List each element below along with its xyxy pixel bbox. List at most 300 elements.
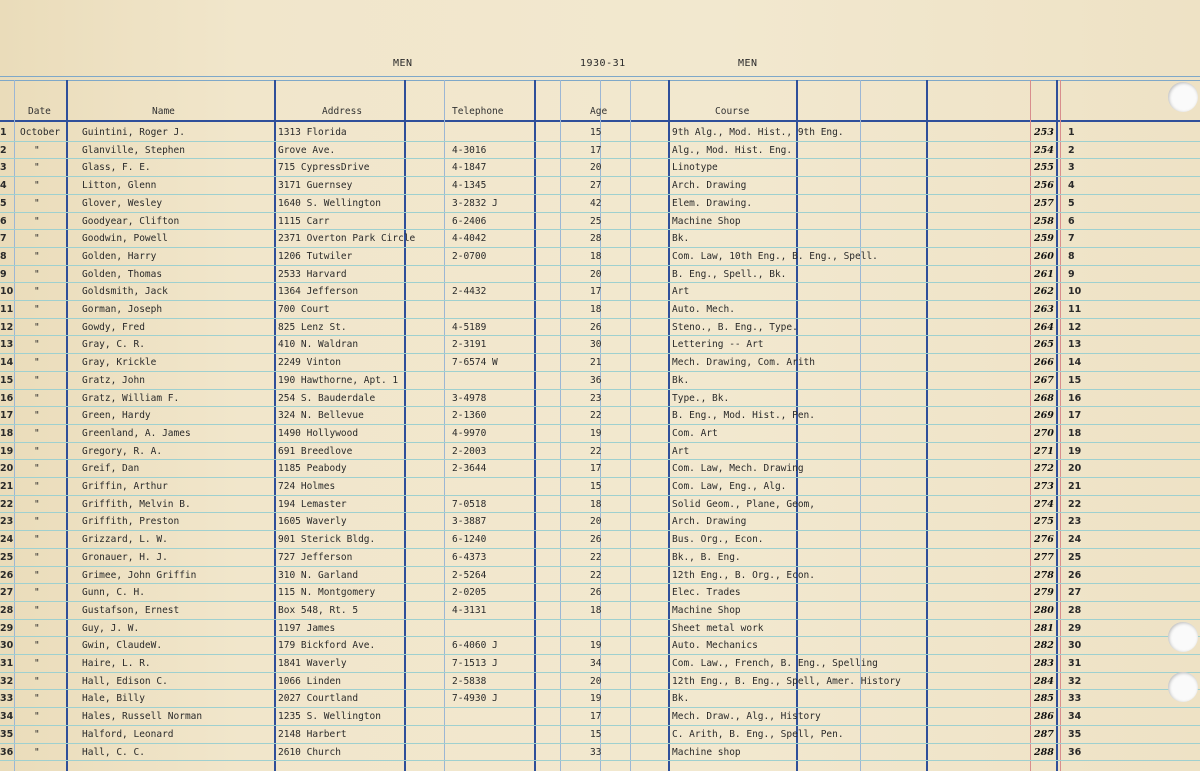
row-name: Gowdy, Fred bbox=[82, 321, 145, 333]
row-age: 23 bbox=[590, 392, 602, 404]
row-telephone: 2-1360 bbox=[452, 410, 487, 422]
row-number-right: 36 bbox=[1068, 746, 1082, 758]
row-name: Gorman, Joseph bbox=[82, 304, 163, 315]
row-address: 715 CypressDrive bbox=[278, 162, 370, 174]
row-number-right: 2 bbox=[1068, 144, 1075, 156]
row-date: " bbox=[34, 445, 40, 457]
row-name: Hall, C. C. bbox=[82, 746, 145, 758]
row-page-number: 253 bbox=[1034, 127, 1054, 138]
row-course: Art bbox=[672, 286, 690, 298]
row-number: 13 bbox=[0, 339, 14, 351]
row-address: Box 548, Rt. 5 bbox=[278, 604, 359, 616]
row-date: " bbox=[34, 693, 40, 705]
table-row bbox=[0, 371, 1200, 390]
row-number: 4 bbox=[0, 180, 7, 192]
col-header-age: Age bbox=[590, 106, 608, 117]
row-telephone: 2-5838 bbox=[452, 675, 487, 687]
row-address: 190 Hawthorne, Apt. 1 bbox=[278, 374, 399, 386]
row-course: 9th Alg., Mod. Hist., 9th Eng. bbox=[672, 127, 844, 138]
row-date: " bbox=[34, 622, 40, 634]
row-date: " bbox=[34, 587, 40, 599]
row-number: 16 bbox=[0, 392, 14, 404]
row-number-right: 24 bbox=[1068, 534, 1082, 546]
row-date: " bbox=[34, 746, 40, 758]
row-age: 17 bbox=[590, 711, 602, 723]
row-age: 20 bbox=[590, 675, 602, 687]
row-number-right: 17 bbox=[1068, 410, 1082, 422]
table-row bbox=[0, 548, 1200, 567]
row-age: 21 bbox=[590, 357, 602, 369]
row-course: B. Eng., Spell., Bk. bbox=[672, 268, 787, 280]
row-course: Type., Bk. bbox=[672, 392, 730, 404]
row-name: Hales, Russell Norman bbox=[82, 711, 203, 723]
row-course: Steno., B. Eng., Type. bbox=[672, 321, 798, 333]
row-address: 2249 Vinton bbox=[278, 357, 341, 369]
row-number-right: 29 bbox=[1068, 622, 1082, 634]
row-page-number: 284 bbox=[1034, 675, 1054, 687]
row-number-right: 16 bbox=[1068, 392, 1082, 404]
row-page-number: 281 bbox=[1034, 622, 1054, 634]
row-number-right: 8 bbox=[1068, 250, 1075, 262]
row-address: 410 N. Waldran bbox=[278, 339, 359, 351]
row-course: Machine Shop bbox=[672, 215, 741, 227]
table-row bbox=[0, 442, 1200, 461]
row-course: Solid Geom., Plane, Geom, bbox=[672, 498, 815, 510]
row-course: Art bbox=[672, 445, 690, 457]
row-telephone: 2-2003 bbox=[452, 445, 487, 457]
row-number: 10 bbox=[0, 286, 14, 298]
row-age: 26 bbox=[590, 534, 602, 546]
row-name: Greenland, A. James bbox=[82, 427, 191, 439]
row-course: Com. Law, 10th Eng., B. Eng., Spell. bbox=[672, 250, 878, 262]
row-telephone: 4-3131 bbox=[452, 604, 487, 616]
row-name: Goodwin, Powell bbox=[82, 233, 168, 245]
top-rule bbox=[0, 76, 1200, 77]
table-row bbox=[0, 265, 1200, 284]
col-header-telephone: Telephone bbox=[452, 106, 504, 117]
row-page-number: 268 bbox=[1034, 392, 1054, 404]
row-number-right: 1 bbox=[1068, 127, 1075, 138]
row-page-number: 270 bbox=[1034, 427, 1054, 439]
row-date: " bbox=[34, 658, 40, 669]
row-age: 30 bbox=[590, 339, 602, 351]
row-number: 34 bbox=[0, 711, 14, 723]
row-name: Griffith, Preston bbox=[82, 516, 180, 528]
row-name: Gray, Krickle bbox=[82, 357, 157, 369]
row-page-number: 287 bbox=[1034, 728, 1054, 740]
row-telephone: 3-2832 J bbox=[452, 197, 498, 209]
row-age: 22 bbox=[590, 445, 602, 457]
row-course: Mech. Draw., Alg., History bbox=[672, 711, 821, 723]
row-age: 18 bbox=[590, 604, 602, 616]
row-age: 36 bbox=[590, 374, 602, 386]
row-number: 17 bbox=[0, 410, 14, 422]
row-telephone: 4-1345 bbox=[452, 180, 487, 192]
row-address: 727 Jefferson bbox=[278, 551, 353, 563]
row-age: 15 bbox=[590, 728, 602, 740]
row-course: Com. Law., French, B. Eng., Spelling bbox=[672, 658, 878, 669]
table-row bbox=[0, 247, 1200, 266]
row-page-number: 288 bbox=[1034, 746, 1054, 758]
row-course: Lettering -- Art bbox=[672, 339, 764, 351]
row-date: " bbox=[34, 374, 40, 386]
row-course: Alg., Mod. Hist. Eng. bbox=[672, 144, 793, 156]
row-telephone: 3-3887 bbox=[452, 516, 487, 528]
row-telephone: 4-1847 bbox=[452, 162, 487, 174]
row-course: Sheet metal work bbox=[672, 622, 764, 634]
row-age: 17 bbox=[590, 463, 602, 475]
row-date: " bbox=[34, 215, 40, 227]
row-page-number: 273 bbox=[1034, 481, 1054, 492]
row-number: 32 bbox=[0, 675, 14, 687]
row-address: Grove Ave. bbox=[278, 144, 336, 156]
row-number: 30 bbox=[0, 640, 14, 652]
row-telephone: 4-4042 bbox=[452, 233, 487, 245]
row-address: 825 Lenz St. bbox=[278, 321, 347, 333]
row-page-number: 260 bbox=[1034, 250, 1054, 262]
row-name: Gratz, John bbox=[82, 374, 145, 386]
row-address: 1066 Linden bbox=[278, 675, 341, 687]
row-page-number: 266 bbox=[1034, 357, 1054, 369]
table-row bbox=[0, 743, 1200, 762]
row-address: 2610 Church bbox=[278, 746, 341, 758]
table-row bbox=[0, 459, 1200, 478]
row-name: Glover, Wesley bbox=[82, 197, 163, 209]
row-page-number: 277 bbox=[1034, 551, 1054, 563]
row-page-number: 263 bbox=[1034, 304, 1054, 315]
row-page-number: 256 bbox=[1034, 180, 1054, 192]
row-date: " bbox=[34, 268, 40, 280]
row-name: Golden, Thomas bbox=[82, 268, 163, 280]
row-number: 29 bbox=[0, 622, 14, 634]
row-age: 27 bbox=[590, 180, 602, 192]
row-date: " bbox=[34, 197, 40, 209]
row-name: Glanville, Stephen bbox=[82, 144, 185, 156]
row-age: 18 bbox=[590, 498, 602, 510]
row-date: " bbox=[34, 675, 40, 687]
row-number: 28 bbox=[0, 604, 14, 616]
row-number: 11 bbox=[0, 304, 14, 315]
row-number-right: 12 bbox=[1068, 321, 1082, 333]
header-year: 1930-31 bbox=[580, 58, 626, 69]
table-row bbox=[0, 406, 1200, 425]
row-page-number: 264 bbox=[1034, 321, 1054, 333]
col-header-name: Name bbox=[152, 106, 175, 117]
row-course: Com. Art bbox=[672, 427, 718, 439]
row-course: Linotype bbox=[672, 162, 718, 174]
row-address: 1115 Carr bbox=[278, 215, 330, 227]
row-age: 18 bbox=[590, 304, 602, 315]
row-number-right: 4 bbox=[1068, 180, 1075, 192]
row-name: Grizzard, L. W. bbox=[82, 534, 168, 546]
row-address: 1640 S. Wellington bbox=[278, 197, 381, 209]
row-number: 31 bbox=[0, 658, 14, 669]
row-course: B. Eng., Mod. Hist., Pen. bbox=[672, 410, 815, 422]
row-course: Elec. Trades bbox=[672, 587, 741, 599]
row-address: 1185 Peabody bbox=[278, 463, 347, 475]
row-course: Bk. bbox=[672, 693, 690, 705]
table-row bbox=[0, 654, 1200, 673]
row-name: Gronauer, H. J. bbox=[82, 551, 168, 563]
row-telephone: 6-2406 bbox=[452, 215, 487, 227]
row-name: Litton, Glenn bbox=[82, 180, 157, 192]
row-name: Grimee, John Griffin bbox=[82, 569, 197, 581]
row-telephone: 2-5264 bbox=[452, 569, 487, 581]
row-number-right: 14 bbox=[1068, 357, 1082, 369]
row-course: Bk. bbox=[672, 374, 690, 386]
row-course: Auto. Mech. bbox=[672, 304, 735, 315]
row-address: 324 N. Bellevue bbox=[278, 410, 364, 422]
row-telephone: 6-4060 J bbox=[452, 640, 498, 652]
row-address: 310 N. Garland bbox=[278, 569, 359, 581]
row-address: 2371 Overton Park Circle bbox=[278, 233, 416, 245]
row-number-right: 30 bbox=[1068, 640, 1082, 652]
row-number: 3 bbox=[0, 162, 7, 174]
row-number-right: 23 bbox=[1068, 516, 1082, 528]
row-address: 179 Bickford Ave. bbox=[278, 640, 376, 652]
row-name: Guy, J. W. bbox=[82, 622, 140, 634]
row-address: 3171 Guernsey bbox=[278, 180, 353, 192]
row-age: 33 bbox=[590, 746, 602, 758]
row-course: 12th Eng., B. Org., Econ. bbox=[672, 569, 815, 581]
row-course: Arch. Drawing bbox=[672, 516, 747, 528]
row-telephone: 4-5189 bbox=[452, 321, 487, 333]
row-name: Goldsmith, Jack bbox=[82, 286, 168, 298]
row-address: 901 Sterick Bldg. bbox=[278, 534, 376, 546]
row-page-number: 259 bbox=[1034, 233, 1054, 245]
row-name: Glass, F. E. bbox=[82, 162, 151, 174]
table-row bbox=[0, 495, 1200, 514]
row-name: Green, Hardy bbox=[82, 410, 151, 422]
row-age: 25 bbox=[590, 215, 602, 227]
row-date: " bbox=[34, 498, 40, 510]
row-number-right: 27 bbox=[1068, 587, 1082, 599]
table-row bbox=[0, 689, 1200, 708]
table-row bbox=[0, 123, 1200, 142]
row-name: Gregory, R. A. bbox=[82, 445, 163, 457]
row-number-right: 31 bbox=[1068, 658, 1082, 669]
row-number: 5 bbox=[0, 197, 7, 209]
binder-hole bbox=[1168, 82, 1198, 112]
row-telephone: 7-1513 J bbox=[452, 658, 498, 669]
row-page-number: 283 bbox=[1034, 658, 1054, 669]
row-address: 2148 Harbert bbox=[278, 728, 347, 740]
row-address: 1364 Jefferson bbox=[278, 286, 359, 298]
row-number: 26 bbox=[0, 569, 14, 581]
row-number-right: 7 bbox=[1068, 233, 1075, 245]
row-date: " bbox=[34, 711, 40, 723]
row-date: " bbox=[34, 392, 40, 404]
row-name: Griffith, Melvin B. bbox=[82, 498, 191, 510]
row-date: " bbox=[34, 463, 40, 475]
row-name: Gray, C. R. bbox=[82, 339, 145, 351]
row-page-number: 271 bbox=[1034, 445, 1054, 457]
table-row bbox=[0, 318, 1200, 337]
row-number-right: 18 bbox=[1068, 427, 1082, 439]
row-page-number: 272 bbox=[1034, 463, 1054, 475]
table-row bbox=[0, 619, 1200, 638]
table-row bbox=[0, 725, 1200, 744]
row-number-right: 19 bbox=[1068, 445, 1082, 457]
row-page-number: 274 bbox=[1034, 498, 1054, 510]
row-date: " bbox=[34, 516, 40, 528]
row-number: 27 bbox=[0, 587, 14, 599]
row-number: 35 bbox=[0, 728, 14, 740]
table-row bbox=[0, 335, 1200, 354]
row-page-number: 258 bbox=[1034, 215, 1054, 227]
row-telephone: 6-4373 bbox=[452, 551, 487, 563]
row-name: Hale, Billy bbox=[82, 693, 145, 705]
row-age: 42 bbox=[590, 197, 602, 209]
row-age: 18 bbox=[590, 250, 602, 262]
table-row bbox=[0, 158, 1200, 177]
row-number-right: 15 bbox=[1068, 374, 1082, 386]
row-course: Bk. bbox=[672, 233, 690, 245]
row-age: 20 bbox=[590, 268, 602, 280]
table-row bbox=[0, 601, 1200, 620]
row-date: " bbox=[34, 321, 40, 333]
row-number-right: 20 bbox=[1068, 463, 1082, 475]
row-number: 15 bbox=[0, 374, 14, 386]
row-address: 724 Holmes bbox=[278, 481, 336, 492]
table-row bbox=[0, 282, 1200, 301]
row-address: 1841 Waverly bbox=[278, 658, 347, 669]
row-telephone: 4-9970 bbox=[452, 427, 487, 439]
table-row bbox=[0, 141, 1200, 160]
table-row bbox=[0, 229, 1200, 248]
row-page-number: 286 bbox=[1034, 711, 1054, 723]
row-number: 22 bbox=[0, 498, 14, 510]
row-name: Greif, Dan bbox=[82, 463, 140, 475]
row-address: 1235 S. Wellington bbox=[278, 711, 381, 723]
row-page-number: 269 bbox=[1034, 410, 1054, 422]
row-course: Machine Shop bbox=[672, 604, 741, 616]
table-row bbox=[0, 672, 1200, 691]
row-age: 28 bbox=[590, 233, 602, 245]
row-date: " bbox=[34, 481, 40, 492]
row-name: Guintini, Roger J. bbox=[82, 127, 185, 138]
binder-hole bbox=[1168, 622, 1198, 652]
row-page-number: 261 bbox=[1034, 268, 1054, 280]
row-date: " bbox=[34, 162, 40, 174]
header-right: MEN bbox=[738, 58, 758, 69]
table-row bbox=[0, 194, 1200, 213]
row-date: " bbox=[34, 180, 40, 192]
row-number: 21 bbox=[0, 481, 14, 492]
row-number: 36 bbox=[0, 746, 14, 758]
row-course: Bus. Org., Econ. bbox=[672, 534, 764, 546]
row-date: " bbox=[34, 604, 40, 616]
row-number-right: 13 bbox=[1068, 339, 1082, 351]
row-page-number: 257 bbox=[1034, 197, 1054, 209]
row-address: 1605 Waverly bbox=[278, 516, 347, 528]
row-number: 18 bbox=[0, 427, 14, 439]
row-page-number: 267 bbox=[1034, 374, 1054, 386]
row-telephone: 3-4978 bbox=[452, 392, 487, 404]
table-row bbox=[0, 389, 1200, 408]
row-number-right: 5 bbox=[1068, 197, 1075, 209]
row-telephone: 7-0518 bbox=[452, 498, 487, 510]
row-page-number: 275 bbox=[1034, 516, 1054, 528]
row-name: Gustafson, Ernest bbox=[82, 604, 180, 616]
row-age: 19 bbox=[590, 640, 602, 652]
row-number-right: 33 bbox=[1068, 693, 1082, 705]
row-course: 12th Eng., B. Eng., Spell, Amer. History bbox=[672, 675, 901, 687]
row-age: 22 bbox=[590, 410, 602, 422]
row-name: Goodyear, Clifton bbox=[82, 215, 180, 227]
row-age: 26 bbox=[590, 321, 602, 333]
row-name: Haire, L. R. bbox=[82, 658, 151, 669]
row-age: 22 bbox=[590, 569, 602, 581]
row-course: Mech. Drawing, Com. Arith bbox=[672, 357, 815, 369]
row-date: October bbox=[20, 127, 61, 138]
row-number-right: 32 bbox=[1068, 675, 1082, 687]
row-date: " bbox=[34, 357, 40, 369]
row-number-right: 21 bbox=[1068, 481, 1082, 492]
row-age: 15 bbox=[590, 127, 602, 138]
row-age: 19 bbox=[590, 427, 602, 439]
row-course: Com. Law, Mech. Drawing bbox=[672, 463, 804, 475]
row-page-number: 278 bbox=[1034, 569, 1054, 581]
row-address: 2027 Courtland bbox=[278, 693, 359, 705]
table-row bbox=[0, 477, 1200, 496]
row-address: 194 Lemaster bbox=[278, 498, 347, 510]
table-row bbox=[0, 636, 1200, 655]
row-number-right: 28 bbox=[1068, 604, 1082, 616]
row-address: 1206 Tutwiler bbox=[278, 250, 353, 262]
row-date: " bbox=[34, 304, 40, 315]
row-number-right: 6 bbox=[1068, 215, 1075, 227]
row-number: 6 bbox=[0, 215, 7, 227]
row-date: " bbox=[34, 250, 40, 262]
table-row bbox=[0, 424, 1200, 443]
row-name: Gunn, C. H. bbox=[82, 587, 145, 599]
row-course: Arch. Drawing bbox=[672, 180, 747, 192]
row-number: 8 bbox=[0, 250, 7, 262]
row-date: " bbox=[34, 286, 40, 298]
row-address: 1313 Florida bbox=[278, 127, 347, 138]
row-telephone: 2-0205 bbox=[452, 587, 487, 599]
row-number: 23 bbox=[0, 516, 14, 528]
row-number-right: 11 bbox=[1068, 304, 1082, 315]
row-page-number: 265 bbox=[1034, 339, 1054, 351]
row-date: " bbox=[34, 728, 40, 740]
col-header-course: Course bbox=[715, 106, 750, 117]
row-course: Com. Law, Eng., Alg. bbox=[672, 481, 787, 492]
table-row bbox=[0, 530, 1200, 549]
binder-hole bbox=[1168, 672, 1198, 702]
row-page-number: 282 bbox=[1034, 640, 1054, 652]
row-name: Golden, Harry bbox=[82, 250, 157, 262]
row-age: 20 bbox=[590, 516, 602, 528]
row-number: 9 bbox=[0, 268, 7, 280]
col-header-address: Address bbox=[322, 106, 363, 117]
row-number: 24 bbox=[0, 534, 14, 546]
row-date: " bbox=[34, 339, 40, 351]
row-name: Gratz, William F. bbox=[82, 392, 180, 404]
row-page-number: 279 bbox=[1034, 587, 1054, 599]
table-row bbox=[0, 583, 1200, 602]
row-date: " bbox=[34, 410, 40, 422]
row-number-right: 25 bbox=[1068, 551, 1082, 563]
row-course: Auto. Mechanics bbox=[672, 640, 758, 652]
row-telephone: 7-4930 J bbox=[452, 693, 498, 705]
row-number: 14 bbox=[0, 357, 14, 369]
table-row bbox=[0, 300, 1200, 319]
table-row bbox=[0, 566, 1200, 585]
row-age: 34 bbox=[590, 658, 602, 669]
row-telephone: 2-3191 bbox=[452, 339, 487, 351]
